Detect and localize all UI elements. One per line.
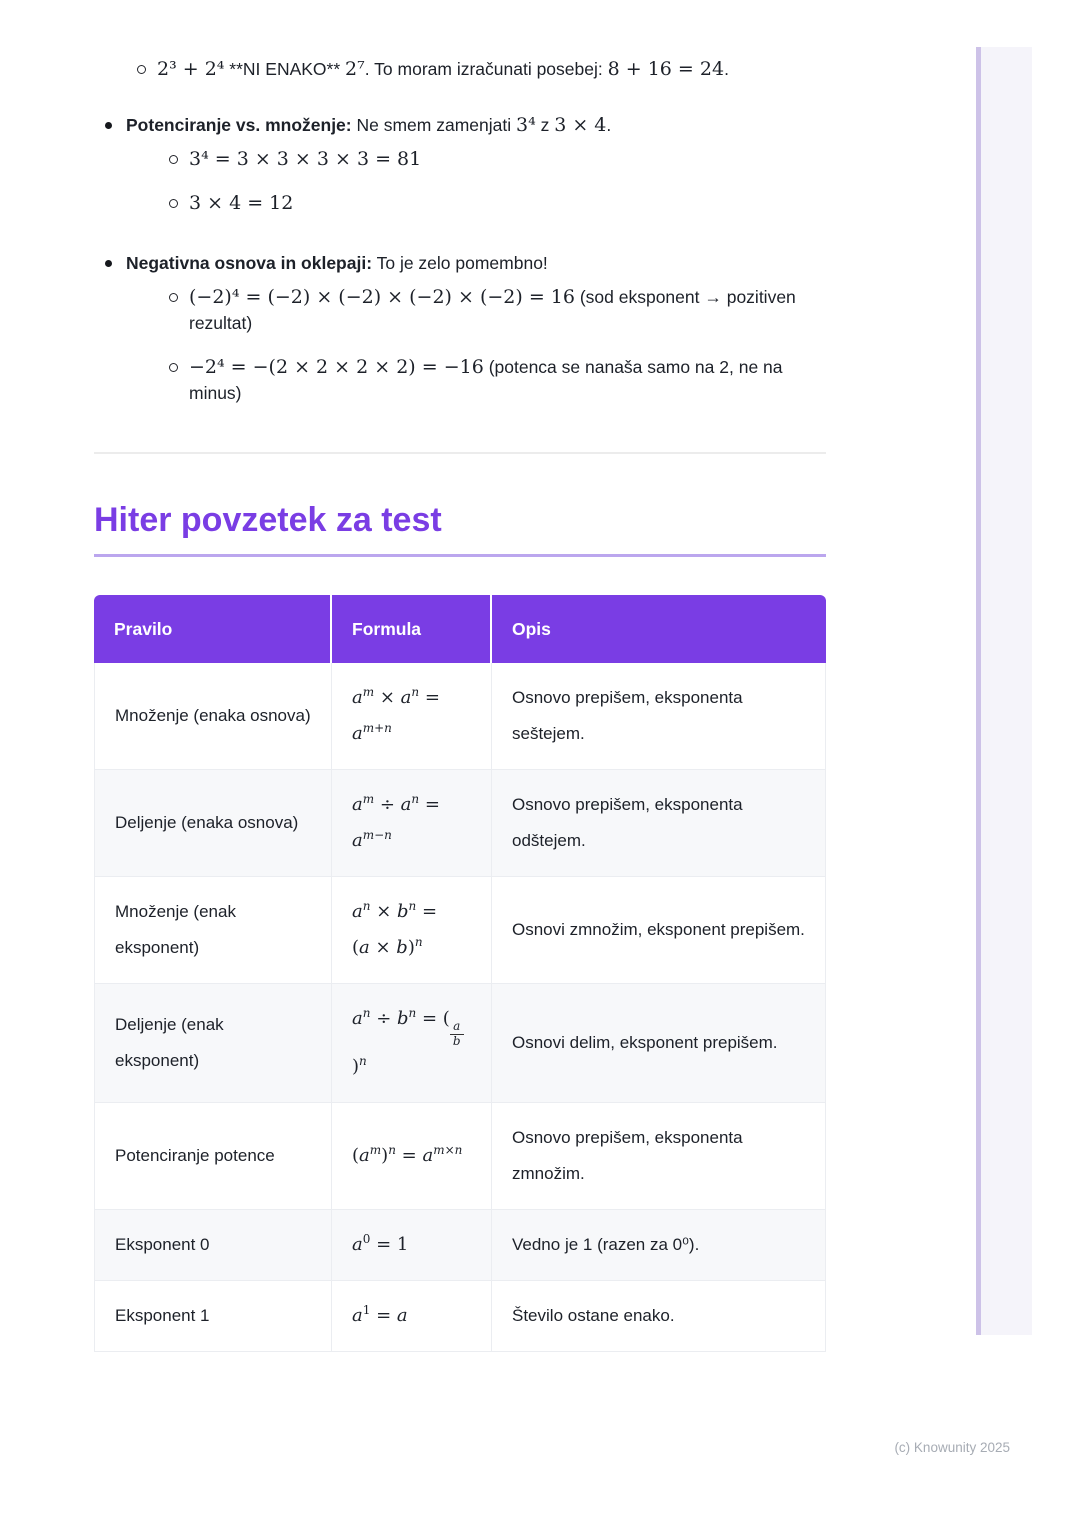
- math-var: a: [396, 1304, 408, 1326]
- math-var: a: [352, 687, 363, 708]
- text-run: Ne smem zamenjati: [351, 115, 516, 135]
- list-item: [94, 112, 826, 234]
- cell-pravilo: Množenje (enaka osnova): [94, 663, 332, 770]
- math-run: 2³ + 2⁴: [157, 58, 225, 80]
- bullet-icon: [105, 122, 112, 129]
- math-var: a: [400, 794, 412, 815]
- section-title: Hiter povzetek za test: [94, 501, 442, 539]
- cell-pravilo: Potenciranje potence: [94, 1103, 332, 1210]
- cell-formula: [332, 1103, 492, 1210]
- circle-bullet-icon: [169, 363, 178, 372]
- superscript: n: [408, 899, 417, 913]
- list-item-text: [189, 284, 826, 336]
- cell-opis: Vedno je 1 (razen za 0⁰).: [492, 1210, 826, 1281]
- cell-opis: Osnovi zmnožim, eksponent prepišem.: [492, 877, 826, 984]
- cell-opis: Osnovi delim, eksponent prepišem.: [492, 984, 826, 1103]
- table-row: [94, 877, 826, 984]
- cell-pravilo: Eksponent 0: [94, 1210, 332, 1281]
- list-item: [169, 190, 611, 216]
- text-run: =: [419, 687, 440, 708]
- list-item-text: [189, 354, 826, 406]
- summary-table: [94, 595, 826, 1352]
- divider: [94, 452, 826, 454]
- text-run: **NI ENAKO**: [224, 59, 346, 79]
- text-run: ): [407, 937, 415, 958]
- math-run: 3 × 4: [554, 114, 607, 136]
- text-run: = 1: [370, 1233, 409, 1255]
- superscript: n: [408, 1006, 417, 1020]
- text-run: =: [395, 1144, 423, 1166]
- list-item-text: [126, 112, 611, 234]
- cell-opis: Število ostane enako.: [492, 1281, 826, 1352]
- math-var: a: [352, 830, 363, 851]
- superscript: n: [388, 1142, 396, 1157]
- math-run: 3⁴ = 3 × 3 × 3 × 3 = 81: [189, 148, 422, 170]
- list-item: [169, 146, 611, 172]
- text-run: (: [352, 1144, 360, 1166]
- superscript: n: [362, 899, 371, 913]
- math-run: (−2)⁴ = (−2) × (−2) × (−2) × (−2) = 16: [189, 286, 575, 308]
- notes-sublist-top: [94, 56, 826, 82]
- table-row: [94, 1281, 826, 1352]
- text-run: ): [381, 1144, 389, 1166]
- text-run: ×: [370, 901, 397, 922]
- list-item-text: [157, 56, 729, 82]
- circle-bullet-icon: [169, 199, 178, 208]
- superscript: 0: [362, 1231, 371, 1246]
- notes-list: [94, 112, 826, 424]
- math-var: a: [422, 1144, 434, 1166]
- math-var: a: [359, 937, 370, 958]
- math-var: a: [352, 794, 363, 815]
- math-run: 3⁴: [515, 114, 536, 136]
- notes-sublist: [126, 146, 611, 216]
- cell-formula: [332, 1281, 492, 1352]
- cell-opis: Osnovo prepišem, eksponenta seštejem.: [492, 663, 826, 770]
- superscript: m: [362, 685, 375, 699]
- math-run: −2⁴ = −(2 × 2 × 2 × 2) = −16: [189, 356, 484, 378]
- math-var: a: [352, 1304, 363, 1326]
- fraction: $\frac{a}{b}$: [450, 1020, 464, 1049]
- table-row: [94, 984, 826, 1103]
- column-header-formula: Formula: [332, 595, 492, 663]
- superscript: n: [359, 1053, 367, 1068]
- math-var: a: [352, 901, 363, 922]
- list-item: [169, 284, 826, 336]
- math-var: b: [397, 901, 409, 922]
- table-row: [94, 663, 826, 770]
- text-run: ÷: [374, 794, 401, 815]
- superscript: n: [411, 685, 420, 699]
- text-run: ): [352, 1055, 360, 1077]
- list-item: [94, 250, 826, 424]
- text-run: .: [724, 59, 729, 79]
- cell-pravilo: Deljenje (enak eksponent): [94, 984, 332, 1103]
- list-item-text: [189, 146, 421, 172]
- math-var: a: [352, 723, 363, 744]
- column-header-opis: Opis: [492, 595, 826, 663]
- cell-opis: Osnovo prepišem, eksponenta odštejem.: [492, 770, 826, 877]
- list-item: [169, 354, 826, 406]
- circle-bullet-icon: [169, 155, 178, 164]
- superscript: m: [369, 1142, 382, 1157]
- notes-sublist: [126, 284, 826, 406]
- superscript: n: [362, 1006, 371, 1020]
- text-run: =: [370, 1304, 397, 1326]
- column-header-pravilo: Pravilo: [94, 595, 332, 663]
- bold-label: Potenciranje vs. množenje:: [126, 115, 352, 135]
- superscript: m: [362, 792, 375, 806]
- cell-formula: [332, 663, 492, 770]
- cell-formula: [332, 1210, 492, 1281]
- text-run: (sod eksponent → pozitiven rezultat): [189, 287, 796, 333]
- superscript: m+n: [362, 721, 392, 735]
- text-run: =: [419, 794, 440, 815]
- bullet-icon: [105, 260, 112, 267]
- side-panel-scrollbar-track[interactable]: [976, 47, 1032, 1335]
- cell-pravilo: Eksponent 1: [94, 1281, 332, 1352]
- superscript: m−n: [362, 828, 392, 842]
- text-run: (potenca se nanaša samo na 2, ne na minus): [189, 357, 783, 403]
- cell-formula: [332, 877, 492, 984]
- circle-bullet-icon: [137, 65, 146, 74]
- math-var: a: [400, 687, 412, 708]
- bold-label: Negativna osnova in oklepaji:: [126, 253, 373, 273]
- text-run: ×: [369, 937, 397, 958]
- table-row: [94, 1210, 826, 1281]
- cell-opis: Osnovo prepišem, eksponenta zmnožim.: [492, 1103, 826, 1210]
- copyright: (c) Knowunity 2025: [894, 1440, 1010, 1455]
- math-run: 3 × 4 = 12: [189, 192, 294, 214]
- math-var: a: [352, 1008, 363, 1029]
- cell-pravilo: Deljenje (enaka osnova): [94, 770, 332, 877]
- superscript: m×n: [433, 1142, 463, 1157]
- text-run: =: [416, 901, 438, 922]
- text-run: = (: [416, 1008, 450, 1029]
- cell-pravilo: Množenje (enak eksponent): [94, 877, 332, 984]
- math-var: a: [352, 1233, 363, 1255]
- text-run: .: [606, 115, 612, 135]
- cell-formula: [332, 770, 492, 877]
- text-run: . To moram izračunati posebej:: [364, 59, 608, 79]
- table-row: [94, 770, 826, 877]
- text-run: To je zelo pomembno!: [372, 253, 548, 273]
- list-item-text: [126, 250, 826, 424]
- text-run: (: [352, 937, 360, 958]
- circle-bullet-icon: [169, 293, 178, 302]
- math-var: b: [396, 937, 408, 958]
- superscript: 1: [362, 1302, 371, 1317]
- text-run: ×: [374, 687, 401, 708]
- text-run: z: [535, 115, 555, 135]
- list-item-text: [189, 190, 293, 216]
- table-row: [94, 1103, 826, 1210]
- title-underline: [94, 554, 826, 557]
- text-run: ÷: [370, 1008, 397, 1029]
- superscript: n: [411, 792, 420, 806]
- document-page: [94, 0, 826, 1352]
- superscript: n: [414, 935, 423, 949]
- math-var: b: [397, 1008, 409, 1029]
- math-run: 2⁷: [345, 58, 365, 80]
- cell-formula: [332, 984, 492, 1103]
- table-header-row: [94, 595, 826, 663]
- math-var: a: [359, 1144, 370, 1166]
- math-run: 8 + 16 = 24: [607, 58, 725, 80]
- list-item: [137, 56, 826, 82]
